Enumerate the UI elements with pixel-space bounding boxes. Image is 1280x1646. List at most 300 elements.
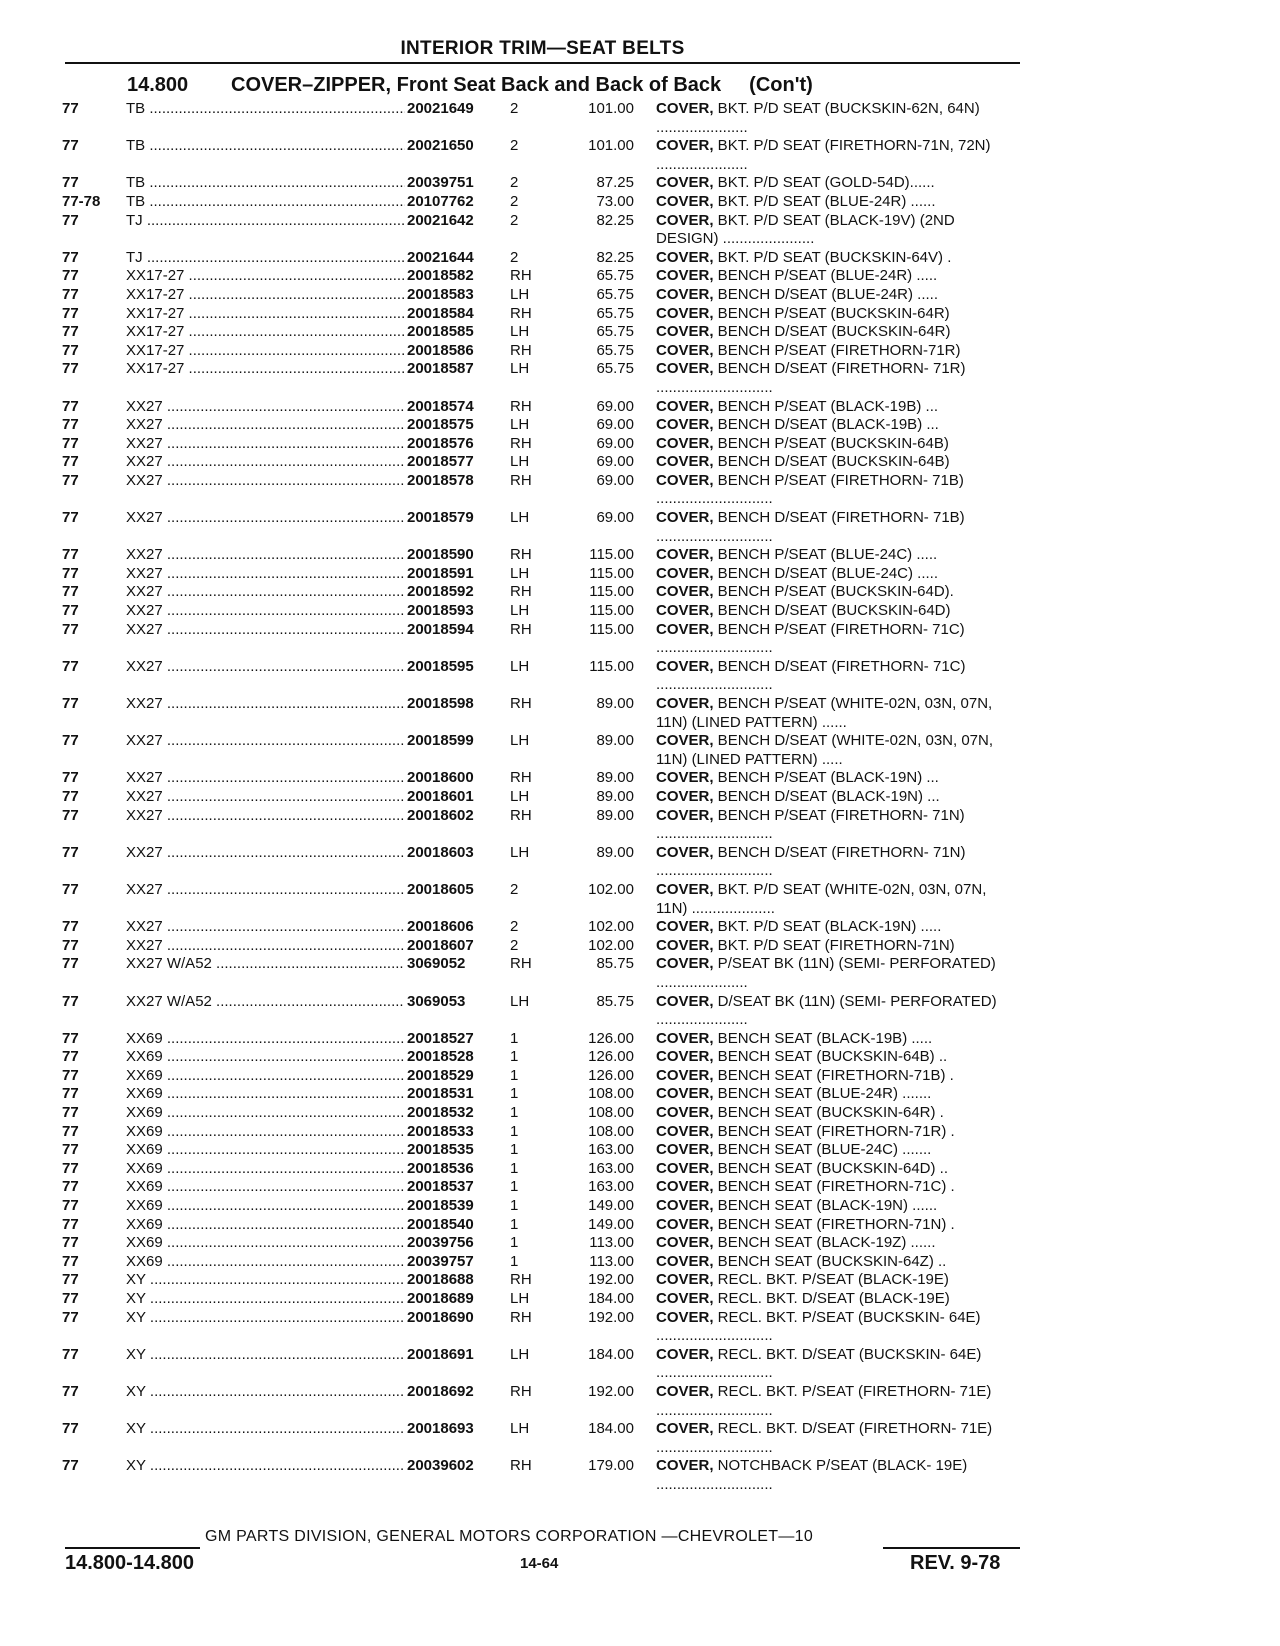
description-text: NOTCHBACK P/SEAT (BLACK- 19E) ............................ bbox=[656, 1457, 968, 1493]
part-description bbox=[656, 1234, 1016, 1253]
body-model: XX27 ..... bbox=[126, 509, 406, 528]
list-price: 163.00 bbox=[588, 1178, 634, 1196]
model-year: 77 bbox=[62, 211, 79, 229]
table-row bbox=[0, 398, 1280, 417]
description-keyword: COVER, bbox=[656, 955, 714, 973]
body-model: XX27 ..... bbox=[126, 769, 406, 788]
table-row bbox=[0, 1346, 1280, 1383]
part-description bbox=[656, 286, 1016, 305]
description-text: BKT. P/D SEAT (GOLD-54D)...... bbox=[713, 174, 935, 192]
description-text: RECL. BKT. P/SEAT (BLACK-19E) bbox=[713, 1271, 949, 1289]
list-price: 65.75 bbox=[596, 341, 634, 359]
quantity: RH bbox=[510, 267, 532, 285]
description-text: BKT. P/D SEAT (BUCKSKIN-62N, 64N) ...................... bbox=[656, 100, 980, 136]
list-price: 115.00 bbox=[589, 620, 634, 638]
description-keyword: COVER, bbox=[656, 620, 714, 638]
model-year: 77 bbox=[62, 657, 79, 675]
footer-rule-right bbox=[883, 1547, 1020, 1549]
description-keyword: COVER, bbox=[656, 285, 714, 303]
part-description bbox=[656, 1085, 1016, 1104]
description-keyword: COVER, bbox=[656, 732, 714, 750]
body-model: XX27 ..... bbox=[126, 472, 406, 491]
table-row bbox=[0, 788, 1280, 807]
part-number: 20021649 bbox=[407, 100, 474, 117]
quantity: LH bbox=[510, 1345, 530, 1363]
body-model: XX27 ..... bbox=[126, 546, 406, 565]
list-price: 108.00 bbox=[588, 1104, 634, 1122]
model-year: 77 bbox=[62, 1252, 79, 1270]
part-description bbox=[656, 453, 1016, 472]
description-keyword: COVER, bbox=[656, 583, 714, 601]
part-number: 20018574 bbox=[407, 397, 474, 415]
part-number: 20018587 bbox=[407, 360, 474, 378]
table-row bbox=[0, 1290, 1280, 1309]
description-keyword: COVER, bbox=[656, 1104, 714, 1122]
part-number: 20018595 bbox=[407, 657, 474, 675]
page-header bbox=[65, 38, 1020, 62]
quantity: LH bbox=[510, 787, 530, 805]
body-model: XX27 ..... bbox=[126, 881, 406, 900]
table-row bbox=[0, 100, 1280, 137]
part-description bbox=[656, 1178, 1016, 1197]
body-model: XX27 ..... bbox=[126, 398, 406, 417]
list-price: 69.00 bbox=[596, 509, 634, 527]
list-price: 149.00 bbox=[588, 1197, 634, 1215]
description-keyword: COVER, bbox=[656, 453, 714, 471]
part-description bbox=[656, 1309, 1016, 1346]
description-keyword: COVER, bbox=[656, 1085, 714, 1103]
model-year: 77 bbox=[62, 1197, 79, 1215]
table-row bbox=[0, 1123, 1280, 1142]
body-model: XX69 ..... bbox=[126, 1197, 406, 1216]
description-text: BENCH D/SEAT (BUCKSKIN-64R) bbox=[713, 323, 951, 341]
quantity: RH bbox=[510, 341, 532, 359]
part-number: 20018575 bbox=[407, 416, 474, 434]
description-keyword: COVER, bbox=[656, 695, 714, 712]
model-year: 77 bbox=[62, 434, 79, 452]
footer-section-range: 14.800-14.800 bbox=[65, 1552, 195, 1574]
part-description bbox=[656, 993, 1016, 1030]
quantity: 1 bbox=[510, 1048, 519, 1066]
description-keyword: COVER, bbox=[656, 471, 714, 489]
part-number: 20018582 bbox=[407, 267, 474, 285]
description-text: BENCH SEAT (FIRETHORN-71N) . bbox=[713, 1215, 955, 1233]
body-model: XX69 ..... bbox=[126, 1067, 406, 1086]
table-row bbox=[0, 695, 1280, 732]
table-row bbox=[0, 844, 1280, 881]
part-number: 3069053 bbox=[407, 992, 466, 1010]
body-model: XX27 ..... bbox=[126, 583, 406, 602]
description-text: BENCH P/SEAT (FIRETHORN- 71C) ............................ bbox=[656, 620, 965, 657]
body-model: XX27 ..... bbox=[126, 416, 406, 435]
part-number: 20018594 bbox=[407, 620, 474, 638]
table-row bbox=[0, 509, 1280, 546]
part-number: 20018531 bbox=[407, 1085, 474, 1103]
list-price: 115.00 bbox=[589, 546, 634, 564]
list-price: 101.00 bbox=[588, 137, 634, 155]
body-model: TB ..... bbox=[126, 174, 406, 193]
quantity: 2 bbox=[510, 918, 519, 936]
part-number: 20018527 bbox=[407, 1029, 474, 1047]
description-keyword: COVER, bbox=[656, 806, 714, 824]
list-price: 115.00 bbox=[589, 602, 634, 620]
part-description bbox=[656, 732, 1016, 769]
body-model: XX27 ..... bbox=[126, 788, 406, 807]
list-price: 82.25 bbox=[596, 211, 634, 229]
quantity: LH bbox=[510, 416, 530, 434]
part-description bbox=[656, 769, 1016, 788]
part-number: 20018606 bbox=[407, 918, 474, 936]
model-year: 77 bbox=[62, 918, 79, 936]
list-price: 89.00 bbox=[596, 787, 634, 805]
description-keyword: COVER, bbox=[656, 211, 714, 229]
model-year: 77 bbox=[62, 1141, 79, 1159]
body-model: XX69 ..... bbox=[126, 1178, 406, 1197]
part-description bbox=[656, 342, 1016, 361]
part-number: 20018584 bbox=[407, 304, 474, 322]
body-model: XY ..... bbox=[126, 1271, 406, 1290]
model-year: 77-78 bbox=[62, 192, 101, 210]
quantity: 1 bbox=[510, 1066, 519, 1084]
part-number: 20018607 bbox=[407, 936, 474, 954]
part-description bbox=[656, 937, 1016, 956]
description-keyword: COVER, bbox=[656, 1252, 714, 1270]
part-number: 20018533 bbox=[407, 1122, 474, 1140]
table-row bbox=[0, 267, 1280, 286]
quantity: RH bbox=[510, 397, 532, 415]
list-price: 69.00 bbox=[596, 416, 634, 434]
description-keyword: COVER, bbox=[656, 1215, 714, 1233]
model-year: 77 bbox=[62, 1104, 79, 1122]
body-model: XX69 ..... bbox=[126, 1123, 406, 1142]
part-description bbox=[656, 1030, 1016, 1049]
part-description bbox=[656, 1160, 1016, 1179]
footer-division: GM PARTS DIVISION, GENERAL MOTORS CORPORATION —CHEVROLET—10 bbox=[205, 1528, 814, 1545]
list-price: 89.00 bbox=[596, 843, 634, 861]
description-text: BENCH SEAT (FIRETHORN-71R) . bbox=[713, 1122, 955, 1140]
part-description bbox=[656, 1104, 1016, 1123]
part-number: 20018583 bbox=[407, 285, 474, 303]
model-year: 77 bbox=[62, 1308, 79, 1326]
body-model: XX17-27 ..... bbox=[126, 360, 406, 379]
quantity: 1 bbox=[510, 1215, 519, 1233]
quantity: LH bbox=[510, 992, 530, 1010]
description-keyword: COVER, bbox=[656, 174, 714, 192]
body-model: XX27 W/A52 ..... bbox=[126, 993, 406, 1012]
body-model: TB ..... bbox=[126, 100, 406, 119]
quantity: LH bbox=[510, 453, 530, 471]
quantity: 1 bbox=[510, 1085, 519, 1103]
list-price: 69.00 bbox=[596, 434, 634, 452]
description-text: BENCH SEAT (FIRETHORN-71C) . bbox=[713, 1178, 955, 1196]
part-description bbox=[656, 788, 1016, 807]
quantity: RH bbox=[510, 620, 532, 638]
description-text: P/SEAT BK (11N) (SEMI- PERFORATED) ...................... bbox=[656, 955, 996, 991]
list-price: 87.25 bbox=[596, 174, 634, 192]
body-model: XX69 ..... bbox=[126, 1234, 406, 1253]
body-model: TJ ..... bbox=[126, 212, 406, 231]
table-row bbox=[0, 342, 1280, 361]
description-text: BENCH D/SEAT (BLACK-19N) ... bbox=[713, 787, 940, 805]
part-number: 20021644 bbox=[407, 248, 474, 266]
description-keyword: COVER, bbox=[656, 434, 714, 452]
description-keyword: COVER, bbox=[656, 1234, 714, 1252]
list-price: 163.00 bbox=[588, 1159, 634, 1177]
part-description bbox=[656, 100, 1016, 137]
model-year: 77 bbox=[62, 137, 79, 155]
table-row bbox=[0, 174, 1280, 193]
model-year: 77 bbox=[62, 843, 79, 861]
quantity: 1 bbox=[510, 1178, 519, 1196]
list-price: 89.00 bbox=[596, 732, 634, 750]
part-number: 20039757 bbox=[407, 1252, 474, 1270]
body-model: XX69 ..... bbox=[126, 1216, 406, 1235]
quantity: LH bbox=[510, 1290, 530, 1307]
list-price: 149.00 bbox=[588, 1215, 634, 1233]
quantity: RH bbox=[510, 1457, 532, 1475]
table-row bbox=[0, 955, 1280, 992]
part-number: 20018690 bbox=[407, 1308, 474, 1326]
model-year: 77 bbox=[62, 880, 79, 898]
description-text: RECL. BKT. P/SEAT (FIRETHORN- 71E) ............................ bbox=[656, 1382, 992, 1419]
table-row bbox=[0, 881, 1280, 918]
part-description bbox=[656, 1253, 1016, 1272]
quantity: 1 bbox=[510, 1159, 519, 1177]
part-number: 20018585 bbox=[407, 323, 474, 341]
quantity: LH bbox=[510, 509, 530, 527]
part-description bbox=[656, 621, 1016, 658]
model-year: 77 bbox=[62, 416, 79, 434]
part-number: 20018593 bbox=[407, 602, 474, 620]
quantity: 1 bbox=[510, 1104, 519, 1122]
part-number: 20018693 bbox=[407, 1420, 474, 1438]
part-number: 20018591 bbox=[407, 564, 474, 582]
quantity: 2 bbox=[510, 880, 519, 898]
table-row bbox=[0, 416, 1280, 435]
description-keyword: COVER, bbox=[656, 1197, 714, 1215]
description-keyword: COVER, bbox=[656, 397, 714, 415]
list-price: 65.75 bbox=[596, 323, 634, 341]
body-model: XX27 ..... bbox=[126, 844, 406, 863]
list-price: 65.75 bbox=[596, 267, 634, 285]
quantity: 2 bbox=[510, 100, 519, 117]
description-text: BENCH D/SEAT (BLUE-24C) ..... bbox=[713, 564, 939, 582]
part-description bbox=[656, 918, 1016, 937]
model-year: 77 bbox=[62, 732, 79, 750]
description-keyword: COVER, bbox=[656, 1141, 714, 1159]
quantity: RH bbox=[510, 806, 532, 824]
model-year: 77 bbox=[62, 100, 79, 117]
table-row bbox=[0, 918, 1280, 937]
quantity: RH bbox=[510, 1382, 532, 1400]
description-text: BENCH P/SEAT (BLUE-24R) ..... bbox=[713, 267, 938, 285]
part-number: 20018689 bbox=[407, 1290, 474, 1307]
part-description bbox=[656, 807, 1016, 844]
footer-rule-left bbox=[65, 1547, 200, 1549]
description-text: BKT. P/D SEAT (BLACK-19V) (2ND DESIGN) ...................... bbox=[656, 211, 955, 248]
description-keyword: COVER, bbox=[656, 564, 714, 582]
table-row bbox=[0, 769, 1280, 788]
list-price: 69.00 bbox=[596, 471, 634, 489]
list-price: 113.00 bbox=[589, 1234, 634, 1252]
model-year: 77 bbox=[62, 341, 79, 359]
description-text: BENCH P/SEAT (BUCKSKIN-64B) bbox=[713, 434, 949, 452]
description-keyword: COVER, bbox=[656, 100, 714, 117]
table-row bbox=[0, 1253, 1280, 1272]
body-model: XX27 ..... bbox=[126, 732, 406, 751]
body-model: XX17-27 ..... bbox=[126, 342, 406, 361]
description-text: BENCH P/SEAT (FIRETHORN-71R) bbox=[713, 341, 961, 359]
part-number: 20039751 bbox=[407, 174, 474, 192]
parts-list bbox=[0, 100, 1280, 1495]
model-year: 77 bbox=[62, 323, 79, 341]
section-heading bbox=[127, 74, 813, 97]
part-description bbox=[656, 583, 1016, 602]
part-description bbox=[656, 137, 1016, 174]
table-row bbox=[0, 249, 1280, 268]
part-number: 20018598 bbox=[407, 695, 474, 712]
table-row bbox=[0, 212, 1280, 249]
model-year: 77 bbox=[62, 620, 79, 638]
description-text: BENCH D/SEAT (WHITE-02N, 03N, 07N, 11N) (LINED PATTERN) ..... bbox=[656, 732, 994, 768]
quantity: 1 bbox=[510, 1029, 519, 1047]
part-number: 20021650 bbox=[407, 137, 474, 155]
description-text: BENCH P/SEAT (BLUE-24C) ..... bbox=[713, 546, 938, 564]
quantity: 2 bbox=[510, 211, 519, 229]
quantity: LH bbox=[510, 360, 530, 378]
section-continued: (Con't) bbox=[749, 74, 813, 96]
body-model: XX27 ..... bbox=[126, 453, 406, 472]
part-number: 20018576 bbox=[407, 434, 474, 452]
model-year: 77 bbox=[62, 285, 79, 303]
table-row bbox=[0, 1178, 1280, 1197]
description-keyword: COVER, bbox=[656, 1420, 714, 1438]
model-year: 77 bbox=[62, 304, 79, 322]
description-keyword: COVER, bbox=[656, 1457, 714, 1475]
table-row bbox=[0, 1160, 1280, 1179]
model-year: 77 bbox=[62, 509, 79, 527]
part-number: 20021642 bbox=[407, 211, 474, 229]
description-text: RECL. BKT. D/SEAT (BUCKSKIN- 64E) ............................ bbox=[656, 1345, 982, 1382]
part-description bbox=[656, 844, 1016, 881]
description-keyword: COVER, bbox=[656, 1308, 714, 1326]
part-description bbox=[656, 323, 1016, 342]
part-number: 20018537 bbox=[407, 1178, 474, 1196]
part-number: 20018532 bbox=[407, 1104, 474, 1122]
description-keyword: COVER, bbox=[656, 992, 714, 1010]
section-number: 14.800 bbox=[127, 74, 189, 96]
part-description bbox=[656, 1346, 1016, 1383]
description-keyword: COVER, bbox=[656, 546, 714, 564]
model-year: 77 bbox=[62, 769, 79, 787]
section-title: COVER–ZIPPER, Front Seat Back and Back of Back bbox=[231, 74, 722, 96]
part-description bbox=[656, 602, 1016, 621]
model-year: 77 bbox=[62, 471, 79, 489]
quantity: 2 bbox=[510, 174, 519, 192]
description-text: BENCH D/SEAT (BUCKSKIN-64B) bbox=[713, 453, 950, 471]
list-price: 115.00 bbox=[589, 657, 634, 675]
description-text: BENCH P/SEAT (BLACK-19N) ... bbox=[713, 769, 939, 787]
description-text: BENCH D/SEAT (FIRETHORN- 71B) ............................ bbox=[656, 509, 965, 545]
part-description bbox=[656, 360, 1016, 397]
list-price: 192.00 bbox=[588, 1271, 634, 1289]
list-price: 126.00 bbox=[588, 1029, 634, 1047]
description-text: BENCH D/SEAT (FIRETHORN- 71N) ............................ bbox=[656, 843, 966, 880]
quantity: RH bbox=[510, 695, 532, 712]
list-price: 108.00 bbox=[588, 1085, 634, 1103]
description-text: BENCH SEAT (BUCKSKIN-64Z) .. bbox=[713, 1252, 947, 1270]
description-text: BENCH D/SEAT (BLUE-24R) ..... bbox=[713, 285, 939, 303]
model-year: 77 bbox=[62, 806, 79, 824]
list-price: 65.75 bbox=[596, 360, 634, 378]
body-model: XX69 ..... bbox=[126, 1030, 406, 1049]
body-model: XX17-27 ..... bbox=[126, 286, 406, 305]
quantity: 2 bbox=[510, 936, 519, 954]
description-keyword: COVER, bbox=[656, 1159, 714, 1177]
table-row bbox=[0, 937, 1280, 956]
body-model: XX27 ..... bbox=[126, 565, 406, 584]
part-description bbox=[656, 1216, 1016, 1235]
description-keyword: COVER, bbox=[656, 1048, 714, 1066]
list-price: 82.25 bbox=[596, 248, 634, 266]
list-price: 179.00 bbox=[588, 1457, 634, 1475]
part-description bbox=[656, 174, 1016, 193]
part-description bbox=[656, 416, 1016, 435]
list-price: 85.75 bbox=[596, 992, 634, 1010]
description-keyword: COVER, bbox=[656, 341, 714, 359]
table-row bbox=[0, 658, 1280, 695]
model-year: 77 bbox=[62, 360, 79, 378]
table-row bbox=[0, 546, 1280, 565]
description-keyword: COVER, bbox=[656, 880, 714, 898]
description-text: BENCH SEAT (BLUE-24C) ....... bbox=[713, 1141, 932, 1159]
part-description bbox=[656, 1048, 1016, 1067]
list-price: 126.00 bbox=[588, 1066, 634, 1084]
list-price: 184.00 bbox=[588, 1345, 634, 1363]
part-number: 20018590 bbox=[407, 546, 474, 564]
table-row bbox=[0, 305, 1280, 324]
part-description bbox=[656, 193, 1016, 212]
part-number: 20018536 bbox=[407, 1159, 474, 1177]
list-price: 184.00 bbox=[588, 1420, 634, 1438]
part-description bbox=[656, 955, 1016, 992]
table-row bbox=[0, 1420, 1280, 1457]
body-model: XY ..... bbox=[126, 1346, 406, 1365]
quantity: 1 bbox=[510, 1197, 519, 1215]
quantity: RH bbox=[510, 471, 532, 489]
part-number: 20018599 bbox=[407, 732, 474, 750]
part-number: 20107762 bbox=[407, 192, 474, 210]
part-number: 20018600 bbox=[407, 769, 474, 787]
description-keyword: COVER, bbox=[656, 1271, 714, 1289]
description-text: BENCH P/SEAT (FIRETHORN- 71N) ............................ bbox=[656, 806, 965, 843]
table-row bbox=[0, 1030, 1280, 1049]
description-keyword: COVER, bbox=[656, 602, 714, 620]
list-price: 192.00 bbox=[588, 1382, 634, 1400]
quantity: RH bbox=[510, 304, 532, 322]
description-text: BKT. P/D SEAT (BLUE-24R) ...... bbox=[713, 192, 936, 210]
part-number: 20039602 bbox=[407, 1457, 474, 1475]
description-keyword: COVER, bbox=[656, 360, 714, 378]
quantity: LH bbox=[510, 564, 530, 582]
part-number: 20018540 bbox=[407, 1215, 474, 1233]
quantity: RH bbox=[510, 1308, 532, 1326]
part-description bbox=[656, 509, 1016, 546]
description-keyword: COVER, bbox=[656, 304, 714, 322]
list-price: 102.00 bbox=[588, 936, 634, 954]
table-row bbox=[0, 1104, 1280, 1123]
model-year: 77 bbox=[62, 1457, 79, 1475]
